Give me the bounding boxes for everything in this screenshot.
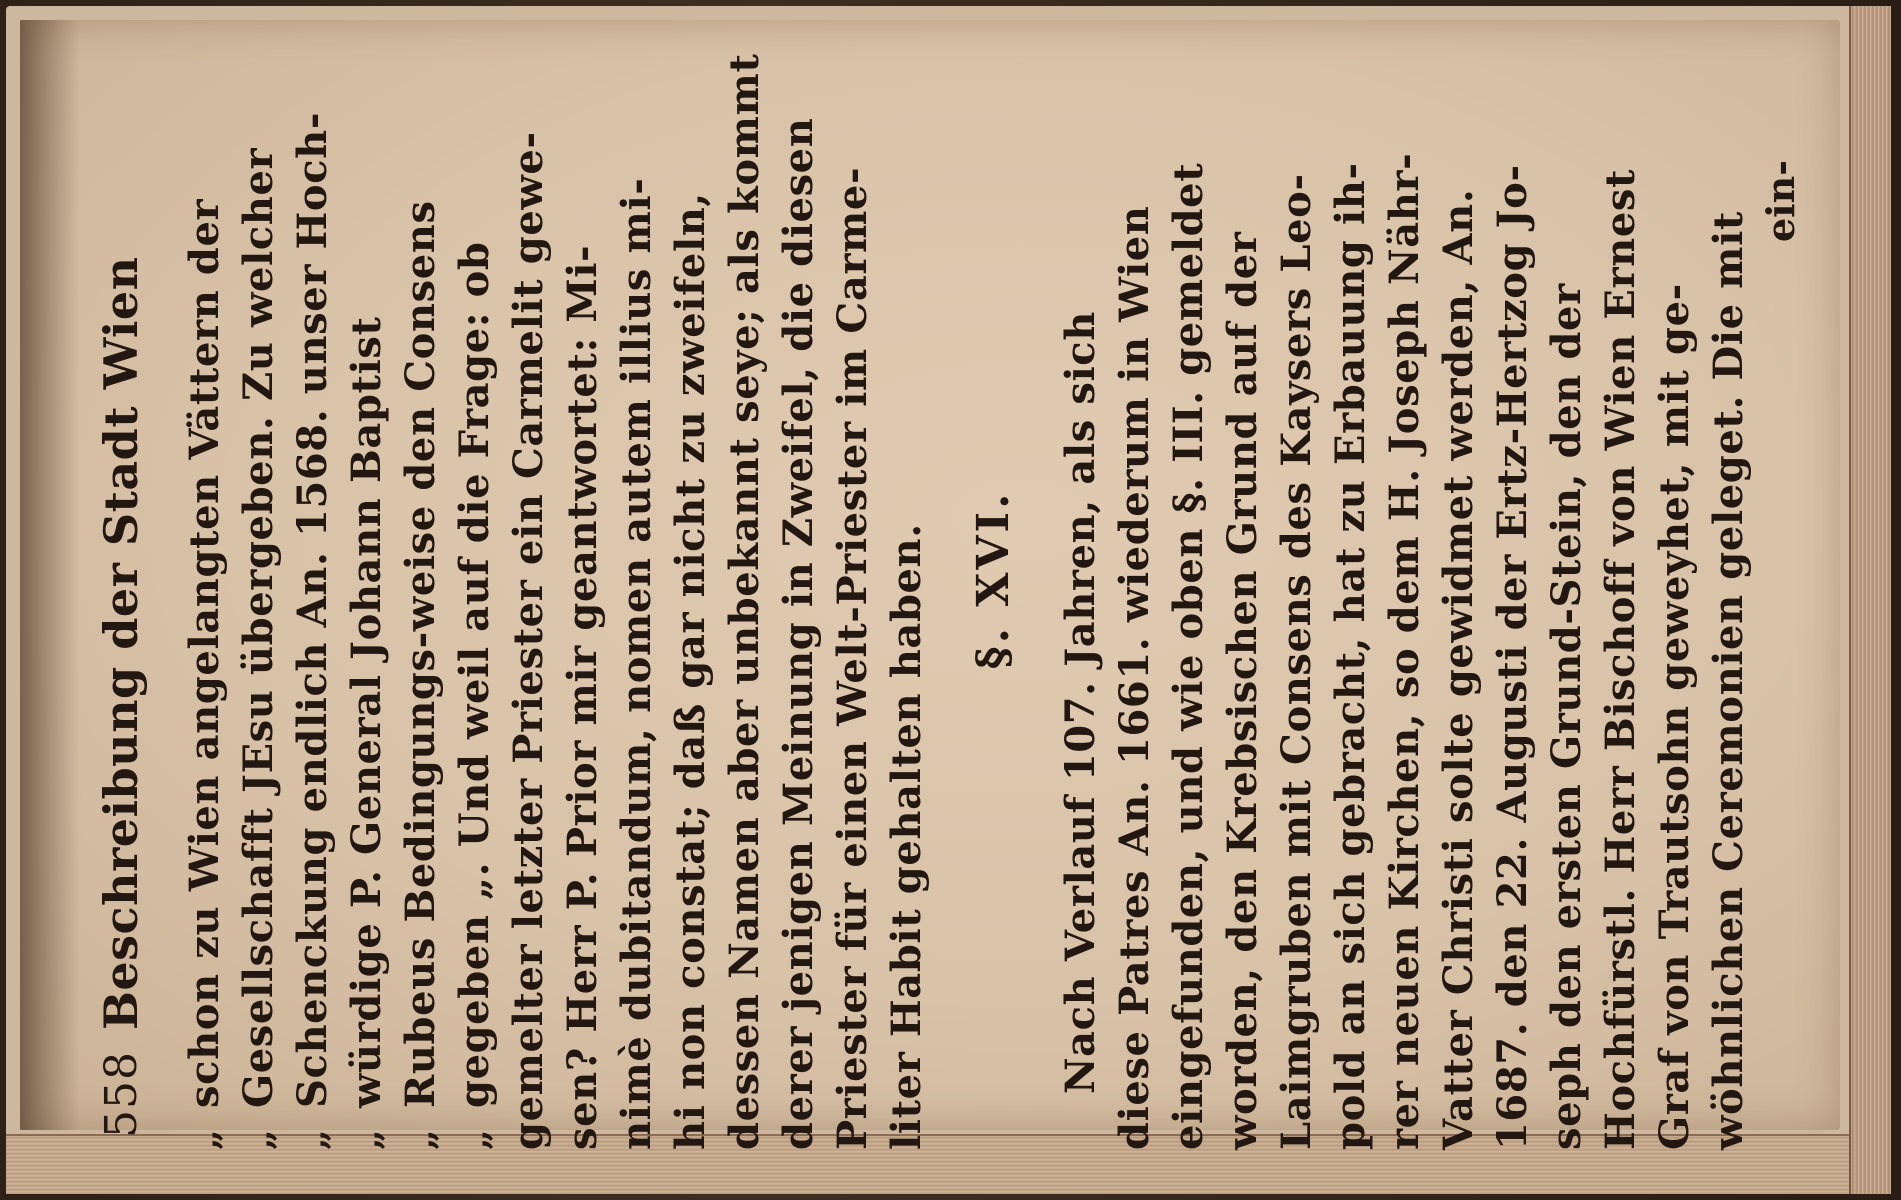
line-text: Priester für einen Welt-Priester im Carme-	[829, 166, 876, 1150]
line-text: Schenckung endlich An. 1568. unser Hoch-	[289, 111, 336, 1108]
text-line: seph den ersten Grund-Stein, den der	[1543, 283, 1590, 1150]
line-text: derer jenigen Meinung in Zweifel, die diesen	[775, 117, 822, 1150]
text-line	[232, 10, 286, 1150]
text-line	[286, 10, 340, 1150]
text-line	[664, 10, 718, 1150]
line-text: hi non constat; daß gar nicht zu zweifeln,	[667, 192, 714, 1150]
line-text: Gesellschafft JEsu übergeben. Zu welcher	[235, 147, 282, 1108]
text-line	[502, 10, 556, 1150]
line-text: sen? Herr P. Prior mir geantwortet: Mi-	[559, 244, 606, 1150]
text-line	[340, 10, 394, 1150]
text-line	[394, 10, 448, 1150]
text-line: Laimgruben mit Consens des Kaysers Leo-	[1273, 173, 1320, 1150]
text-line: pold an sich gebracht, hat zu Erbauung ih-	[1327, 162, 1374, 1150]
text-line	[610, 10, 664, 1150]
page-text	[90, 10, 1810, 1150]
page-header	[90, 10, 170, 1150]
line-text: Rubeus Bedingungs-weise den Consens	[397, 200, 444, 1108]
line-text: gemelter letzter Priester ein Carmelit gewe-	[505, 131, 552, 1150]
text-line	[178, 10, 232, 1150]
quote-mark: „	[347, 1128, 389, 1150]
page-body	[178, 10, 1806, 1150]
text-line: Vatter Christi solte gewidmet werden, An.	[1435, 188, 1482, 1150]
quote-mark: „	[455, 1128, 497, 1150]
page-edges-right	[1849, 6, 1891, 1194]
quote-mark: „	[239, 1128, 281, 1150]
text-line: Nach Verlauf 107. Jahren, als sich	[1057, 311, 1104, 1094]
line-text: liter Habit gehalten haben.	[883, 523, 930, 1150]
section-heading: §. XVI.	[968, 490, 1019, 670]
text-line: diese Patres An. 1661. wiederum in Wien	[1111, 205, 1158, 1150]
catchword: ein-	[1758, 160, 1803, 243]
line-text: schon zu Wien angelangten Vättern der	[181, 198, 228, 1108]
text-line: worden, den Krebsischen Grund auf der	[1219, 231, 1266, 1150]
quote-mark: „	[185, 1128, 227, 1150]
text-line	[718, 10, 772, 1150]
line-text: dessen Namen aber unbekannt seye; als kommt	[721, 53, 768, 1150]
quote-mark: „	[401, 1128, 443, 1150]
line-text: würdige P. General Johann Baptist	[343, 316, 390, 1108]
spine-shadow	[20, 20, 80, 1130]
text-line	[448, 10, 502, 1150]
text-line: eingefunden, und wie oben §. III. gemeldet	[1165, 162, 1212, 1150]
text-line: Hochfürstl. Herr Bischoff von Wien Ernest	[1597, 168, 1644, 1150]
text-line: 1687. den 22. Augusti der Ertz-Hertzog Jo-	[1489, 164, 1536, 1150]
quote-mark: „	[293, 1128, 335, 1150]
text-line: rer neuen Kirchen, so dem H. Joseph Nähr-	[1381, 152, 1428, 1150]
text-line	[826, 10, 880, 1150]
text-line	[556, 10, 610, 1150]
text-line: wöhnlichen Ceremonien geleget. Die mit	[1705, 211, 1752, 1150]
text-line	[772, 10, 826, 1150]
line-text: nimè dubitandum, nomen autem illius mi-	[613, 177, 660, 1150]
page-number: 558	[96, 1051, 147, 1138]
line-text: gegeben „. Und weil auf die Frage: ob	[451, 241, 498, 1108]
text-line: Graf von Trautsohn geweyhet, mit ge-	[1651, 283, 1698, 1150]
running-head: Beschreibung der Stadt Wien	[94, 256, 148, 1030]
text-line	[880, 10, 934, 1150]
